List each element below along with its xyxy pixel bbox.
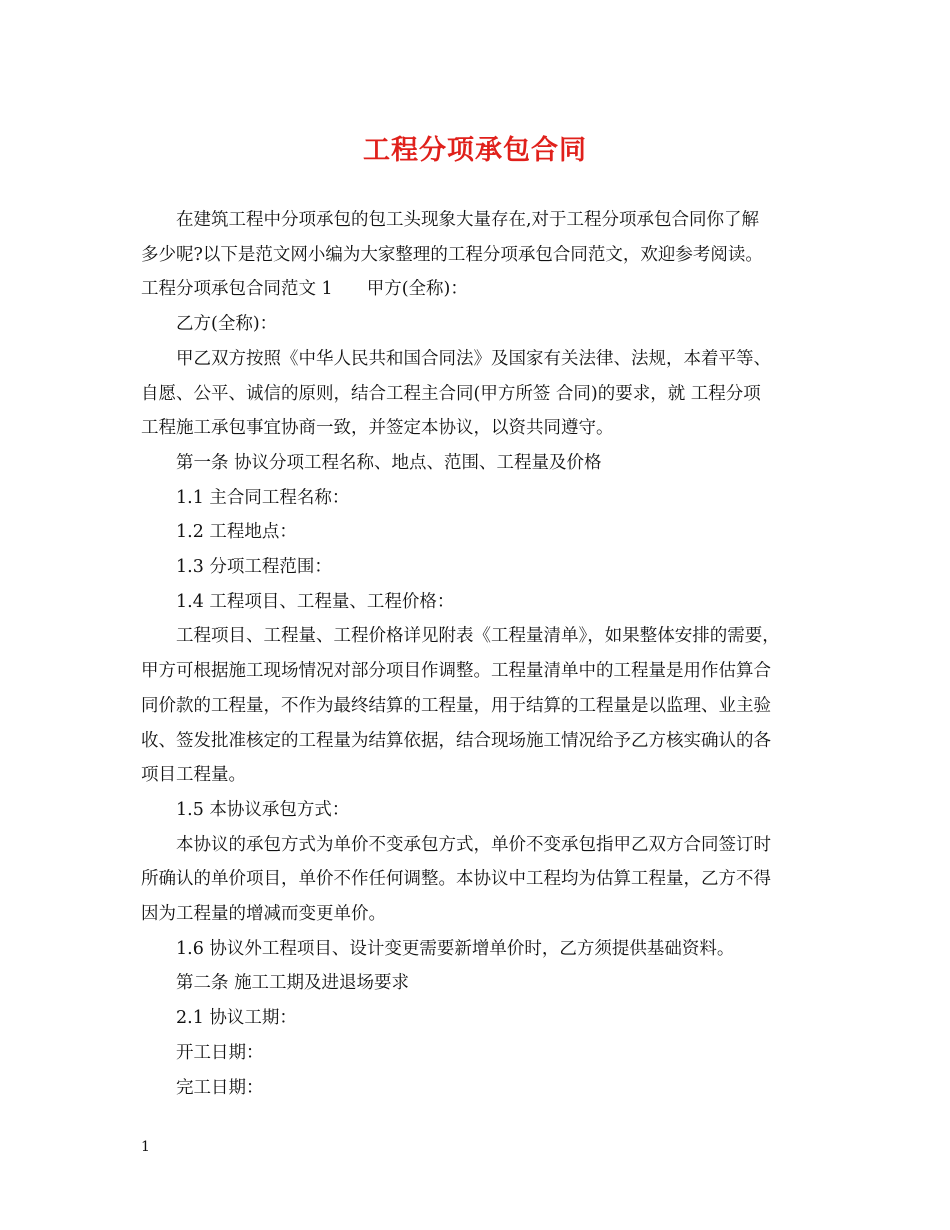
clause-1-5-text-1: 本协议的承包方式为单价不变承包方式，单价不变承包指甲乙双方合同签订时 (176, 834, 771, 855)
clause-1-5: 1.5 本协议承包方式： (176, 799, 350, 820)
clause-1-4-text-2: 甲方可根据施工现场情况对部分项目作调整。工程量清单中的工程量是用作估算合 (141, 661, 771, 682)
article-2-heading: 第二条 施工工期及进退场要求 (176, 973, 410, 994)
clause-1-4-text-1: 工程项目、工程量、工程价格详见附表《工程量清单》，如果整体安排的需要， (176, 626, 780, 647)
intro-line-2: 多少呢?以下是范文网小编为大家整理的工程分项承包合同范文，欢迎参考阅读。 (141, 244, 763, 265)
page-number: 1 (141, 1139, 150, 1155)
clause-2-1: 2.1 协议工期： (176, 1008, 297, 1029)
start-date-label: 开工日期： (176, 1042, 264, 1063)
clause-1-6: 1.6 协议外工程项目、设计变更需要新增单价时，乙方须提供基础资料。 (176, 938, 735, 959)
party-b-label: 乙方(全称)： (176, 314, 278, 335)
contract-sample-title: 工程分项承包合同范文 1 (141, 279, 333, 300)
clause-1-3: 1.3 分项工程范围： (176, 557, 332, 578)
clause-1-5-text-2: 所确认的单价项目，单价不作任何调整。本协议中工程均为估算工程量，乙方不得 (141, 869, 771, 890)
clause-1-4-text-3: 同价款的工程量，不作为最终结算的工程量，用于结算的工程量是以监理、业主验 (141, 695, 771, 716)
preamble-line-1: 甲乙双方按照《中华人民共和国合同法》及国家有关法律、法规，本着平等、 (176, 348, 771, 369)
intro-line-1: 在建筑工程中分项承包的包工头现象大量存在,对于工程分项承包合同你了解 (176, 210, 760, 230)
clause-1-2: 1.2 工程地点： (176, 522, 297, 543)
document-body (141, 203, 816, 1105)
clause-1-1: 1.1 主合同工程名称： (176, 487, 350, 508)
contract-heading-line (141, 272, 816, 307)
clause-1-4: 1.4 工程项目、工程量、工程价格： (176, 591, 455, 612)
end-date-label: 完工日期： (176, 1077, 264, 1098)
clause-1-4-text-5: 项目工程量。 (141, 765, 246, 786)
clause-1-4-text-4: 收、签发批准核定的工程量为结算依据，结合现场施工情况给予乙方核实确认的各 (141, 730, 771, 751)
party-a-label: 甲方(全称)： (366, 279, 468, 300)
document-title: 工程分项承包合同 (363, 135, 587, 166)
preamble-line-3: 工程施工承包事宜协商一致，并签定本协议，以资共同遵守。 (141, 418, 614, 439)
preamble-line-2: 自愿、公平、诚信的原则，结合工程主合同(甲方所签 合同)的要求，就 工程分项 (141, 383, 761, 404)
article-1-heading: 第一条 协议分项工程名称、地点、范围、工程量及价格 (176, 452, 602, 473)
clause-1-5-text-3: 因为工程量的增减而变更单价。 (141, 904, 386, 925)
